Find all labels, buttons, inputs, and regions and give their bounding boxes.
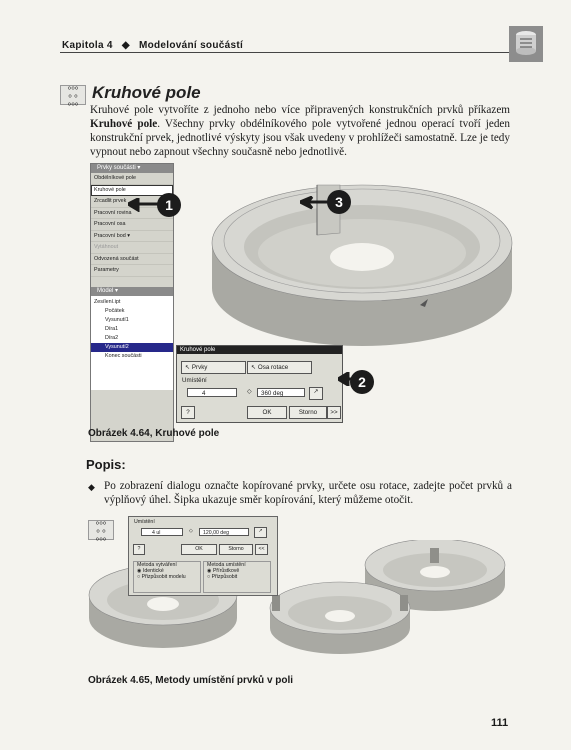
cancel-button[interactable]: Storno xyxy=(289,406,327,419)
less-button[interactable]: << xyxy=(255,544,268,555)
callout-2: 2 xyxy=(350,370,374,394)
panel-item-derived[interactable]: Odvozená součást xyxy=(91,254,173,266)
chapter-label: Kapitola 4 xyxy=(62,40,113,51)
tree-item-end[interactable]: Konec součásti xyxy=(105,352,142,359)
help-button-2[interactable]: ? xyxy=(133,544,145,555)
dialog-title: Kruhové pole xyxy=(177,346,342,354)
callout-3-arrow xyxy=(300,196,330,210)
placement-label-2: Umístění xyxy=(134,519,155,525)
callout-3: 3 xyxy=(327,190,351,214)
figure-caption-1: Obrázek 4.64, Kruhové pole xyxy=(88,428,220,439)
features-button[interactable]: ↖ Prvky xyxy=(181,361,246,374)
radio-fit-label: Přizpůsobit xyxy=(211,574,238,580)
chapter-cylinder-icon xyxy=(507,26,543,62)
chapter-title: Modelování součástí xyxy=(138,40,244,51)
angle-icon: ◇ xyxy=(247,388,252,395)
paragraph-text: Kruhové pole vytvoříte z jednoho nebo více připravených konstrukčních prvků příkazem xyxy=(90,104,510,116)
model-tree xyxy=(91,296,173,390)
section-paragraph xyxy=(90,103,510,159)
tree-item-hole1[interactable]: Díra1 xyxy=(105,325,119,332)
cancel-button-2[interactable]: Storno xyxy=(219,544,253,555)
model-title[interactable]: Model ▾ xyxy=(91,287,173,296)
tree-item-hole2[interactable]: Díra2 xyxy=(105,334,119,341)
method-place-group xyxy=(203,561,271,593)
paragraph-text-end: . Všechny prvky obdélníkového pole vytvořené jednou operací tvoří jeden konstrukční prvek, jednotlivé výskyty jsou však uvedeny v prohlížeči samostatně. Lze je tedy vypnout nebo zapnout všechny současně nebo jednotlivě. xyxy=(90,118,510,158)
panel-item-work-axis[interactable]: Pracovní osa xyxy=(91,219,173,231)
paragraph-command: Kruhové pole xyxy=(90,118,158,130)
angle-icon-2: ◇ xyxy=(189,528,193,534)
help-button[interactable]: ? xyxy=(181,406,195,419)
panel-item-circular-pattern[interactable]: Kruhové pole xyxy=(91,185,173,197)
radio-fit[interactable]: ○ Přizpůsobit xyxy=(207,574,238,580)
placement-dialog xyxy=(128,516,278,596)
ok-button-2[interactable]: OK xyxy=(181,544,217,555)
pattern-icon-2: °°° ° ° °°° xyxy=(88,520,114,540)
running-header xyxy=(62,40,243,51)
tree-item-extrude1[interactable]: Vysunutí1 xyxy=(105,316,129,323)
callout-1-arrow xyxy=(128,198,160,212)
ok-button[interactable]: OK xyxy=(247,406,287,419)
rotation-axis-button[interactable]: ↖ Osa rotace xyxy=(247,361,312,374)
panel-item-mirror[interactable]: Zrcadlit prvek xyxy=(91,196,173,208)
figure-caption-2: Obrázek 4.65, Metody umístění prvků v poli xyxy=(88,675,294,686)
panel-item-work-point[interactable]: Pracovní bod ▾ xyxy=(91,231,173,243)
radio-identical[interactable]: ◉ Identické xyxy=(137,568,164,574)
section-title: Kruhové pole xyxy=(92,83,201,102)
circular-pattern-dialog xyxy=(176,345,343,423)
panel-item-work-plane[interactable]: Pracovní rovina xyxy=(91,208,173,220)
tree-item-extrude2[interactable]: Vysunutí2 xyxy=(91,343,173,352)
panel-item-parameters[interactable]: Parametry xyxy=(91,265,173,277)
radio-incremental-label: Přírůstkově xyxy=(212,568,240,574)
popis-heading: Popis: xyxy=(86,457,126,472)
callout-1: 1 xyxy=(157,193,181,217)
count-input[interactable]: 4 xyxy=(187,388,237,397)
features-label: Prvky xyxy=(191,364,208,371)
flip-direction-button-2[interactable]: ↗ xyxy=(254,527,267,538)
angle-input[interactable]: 360 deg xyxy=(257,388,305,397)
radio-incremental[interactable]: ◉ Přírůstkově xyxy=(207,568,240,574)
pattern-icon: °°° ° ° °°° xyxy=(60,85,86,105)
more-button[interactable]: >> xyxy=(327,406,341,419)
header-rule xyxy=(60,52,518,53)
panel-title[interactable]: Prvky součásti ▾ xyxy=(91,164,173,173)
angle-input-2[interactable]: 120,00 deg xyxy=(199,528,249,536)
panel-item-extrude[interactable]: Vytáhnout xyxy=(91,242,173,254)
radio-adjust-model[interactable]: ○ Přizpůsobit modelu xyxy=(137,574,186,580)
panel-item-rect-pattern[interactable]: Obdélníkové pole xyxy=(91,173,173,185)
count-input-2[interactable]: 4 ul xyxy=(141,528,183,536)
method-create-group xyxy=(133,561,201,593)
bullet-icon: ◆ xyxy=(88,482,95,492)
tree-item-part[interactable]: Zesílení.ipt xyxy=(94,298,121,305)
tree-item-origin[interactable]: Počátek xyxy=(105,307,125,314)
page-number: 111 xyxy=(491,717,509,729)
method-place-label: Metoda umístění xyxy=(207,562,246,568)
popis-paragraph: Po zobrazení dialogu označte kopírované prvky, určete osu rotace, zadejte počet prvků a výplňový úhel. Šipka ukazuje směr kopírování, který můžeme otočit. xyxy=(104,480,512,506)
radio-adjust-model-label: Přizpůsobit modelu xyxy=(141,574,186,580)
radio-identical-label: Identické xyxy=(142,568,164,574)
axis-label: Osa rotace xyxy=(257,364,289,371)
diamond-icon: ◆ xyxy=(121,40,130,51)
flip-direction-button[interactable]: ↗ xyxy=(309,387,323,400)
placement-label: Umístění xyxy=(182,377,207,384)
method-create-label: Metoda vytváření xyxy=(137,562,177,568)
